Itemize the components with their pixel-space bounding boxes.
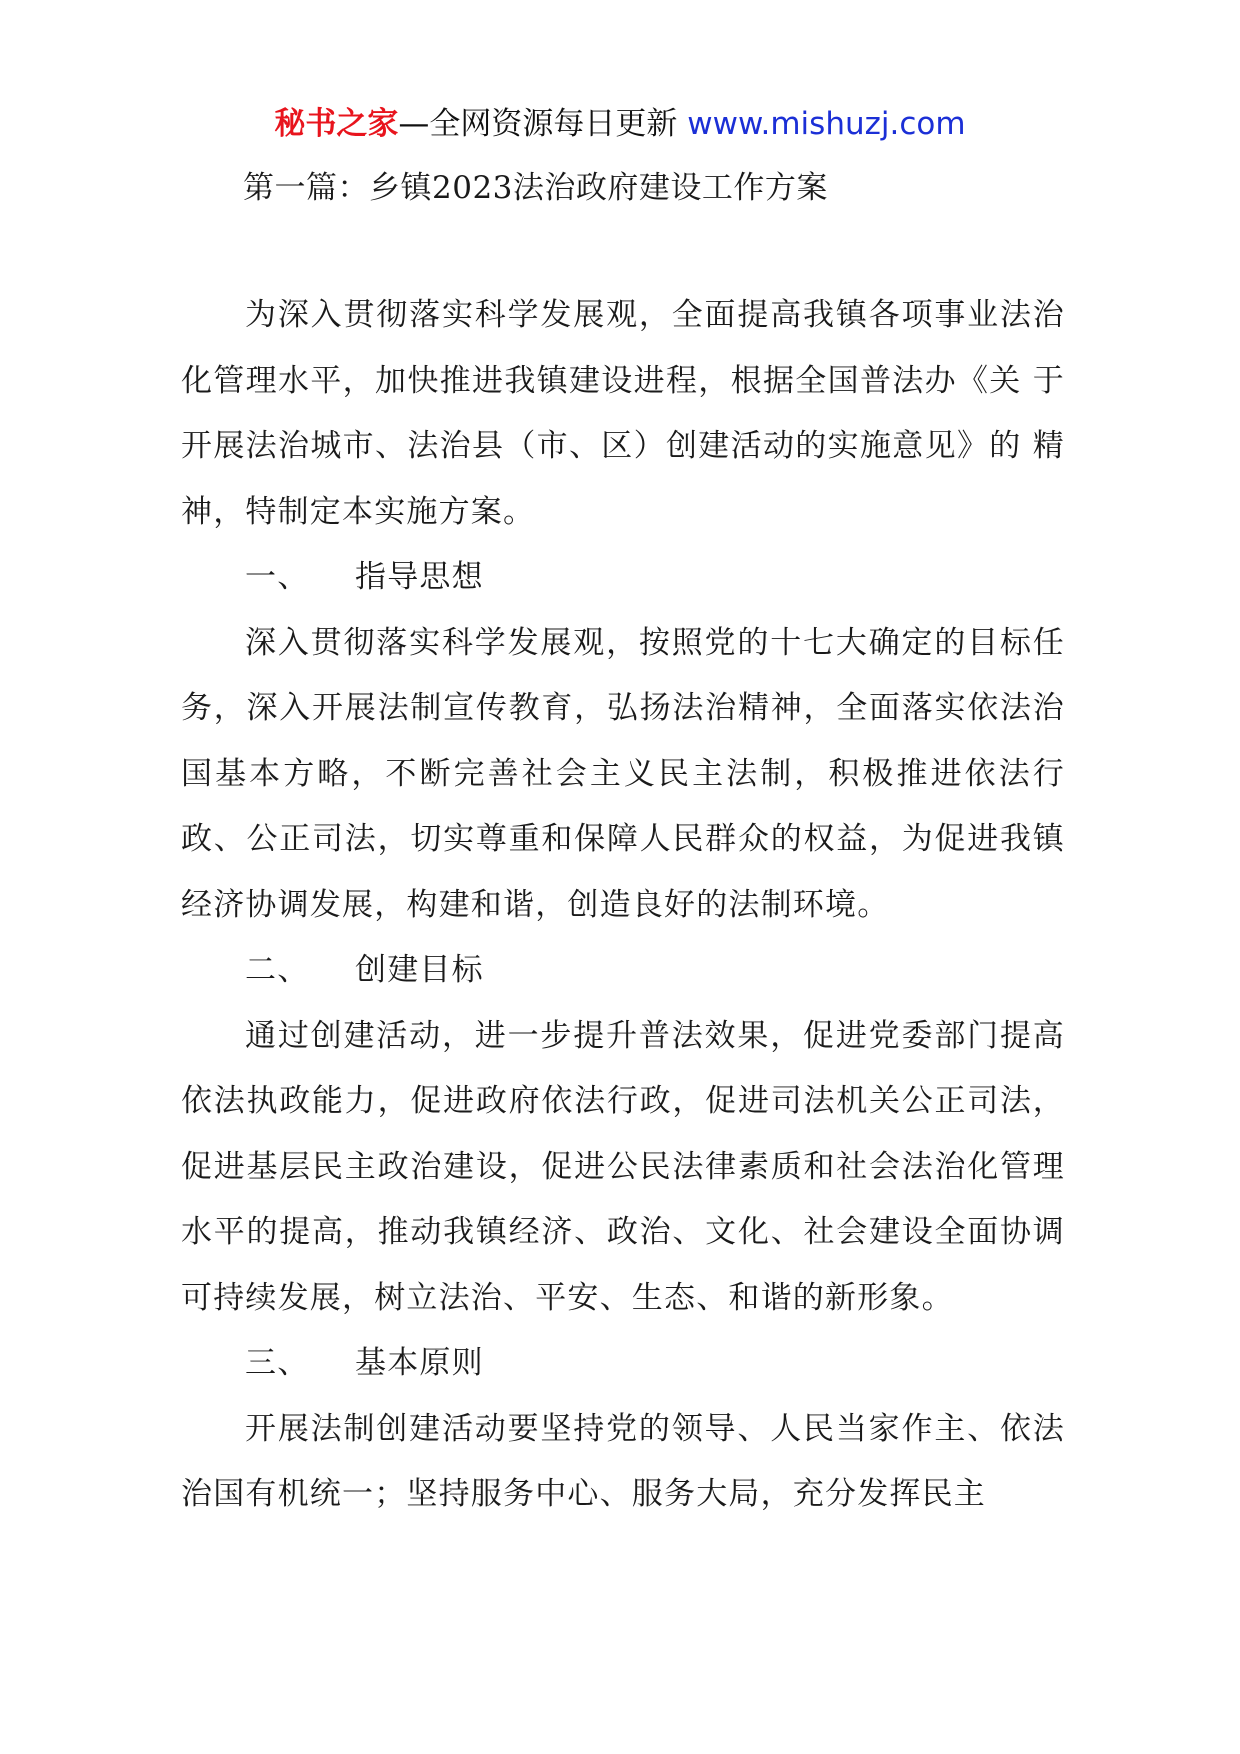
section-heading-1 (181, 545, 1065, 611)
banner-tagline: —全网资源每日更新 (398, 106, 678, 142)
section-paragraph-1: 深入贯彻落实科学发展观，按照党的十七大确定的目标任务，深入开展法制宣传教育，弘扬法治精神，全面落实依法治国基本方略，不断完善社会主义民主法制，积极推进依法行政、公正司法，切实尊重和保障人民群众的权益，为促进我镇经济协调发展，构建和谐，创造良好的法制环境。 (181, 624, 1065, 923)
intro-paragraph: 为深入贯彻落实科学发展观，全面提高我镇各项事业法治化管理水平，加快推进我镇建设进程，根据全国普法办《关 于开展法治城市、法治县（市、区）创建活动的实施意见》的 精神，特制定本实施方案。 (181, 297, 1065, 530)
section-heading-3 (181, 1331, 1065, 1397)
section-number: 三、 (245, 1345, 310, 1381)
section-number: 二、 (245, 952, 310, 988)
section-number: 一、 (245, 559, 310, 595)
section-heading-text: 创建目标 (355, 952, 484, 988)
document-title: 第一篇：乡镇2023法治政府建设工作方案 (243, 170, 828, 206)
site-banner (0, 100, 1240, 148)
section-heading-2 (181, 938, 1065, 1004)
section-heading-text: 基本原则 (355, 1345, 484, 1381)
banner-brand: 秘书之家 (274, 106, 399, 142)
document-body (181, 283, 1065, 1528)
section-paragraph-2: 通过创建活动，进一步提升普法效果，促进党委部门提高依法执政能力，促进政府依法行政，促进司法机关公正司法，促进基层民主政治建设，促进公民法律素质和社会法治化管理水平的提高，推动我镇经济、政治、文化、社会建设全面协调可持续发展，树立法治、平安、生态、和谐的新形象。 (181, 1017, 1065, 1316)
section-heading-text: 指导思想 (355, 559, 484, 595)
section-paragraph-3: 开展法制创建活动要坚持党的领导、人民当家作主、依法治国有机统一；坚持服务中心、服务大局，充分发挥民主 (181, 1410, 1065, 1512)
banner-url-link[interactable]: www.mishuzj.com (687, 106, 966, 142)
